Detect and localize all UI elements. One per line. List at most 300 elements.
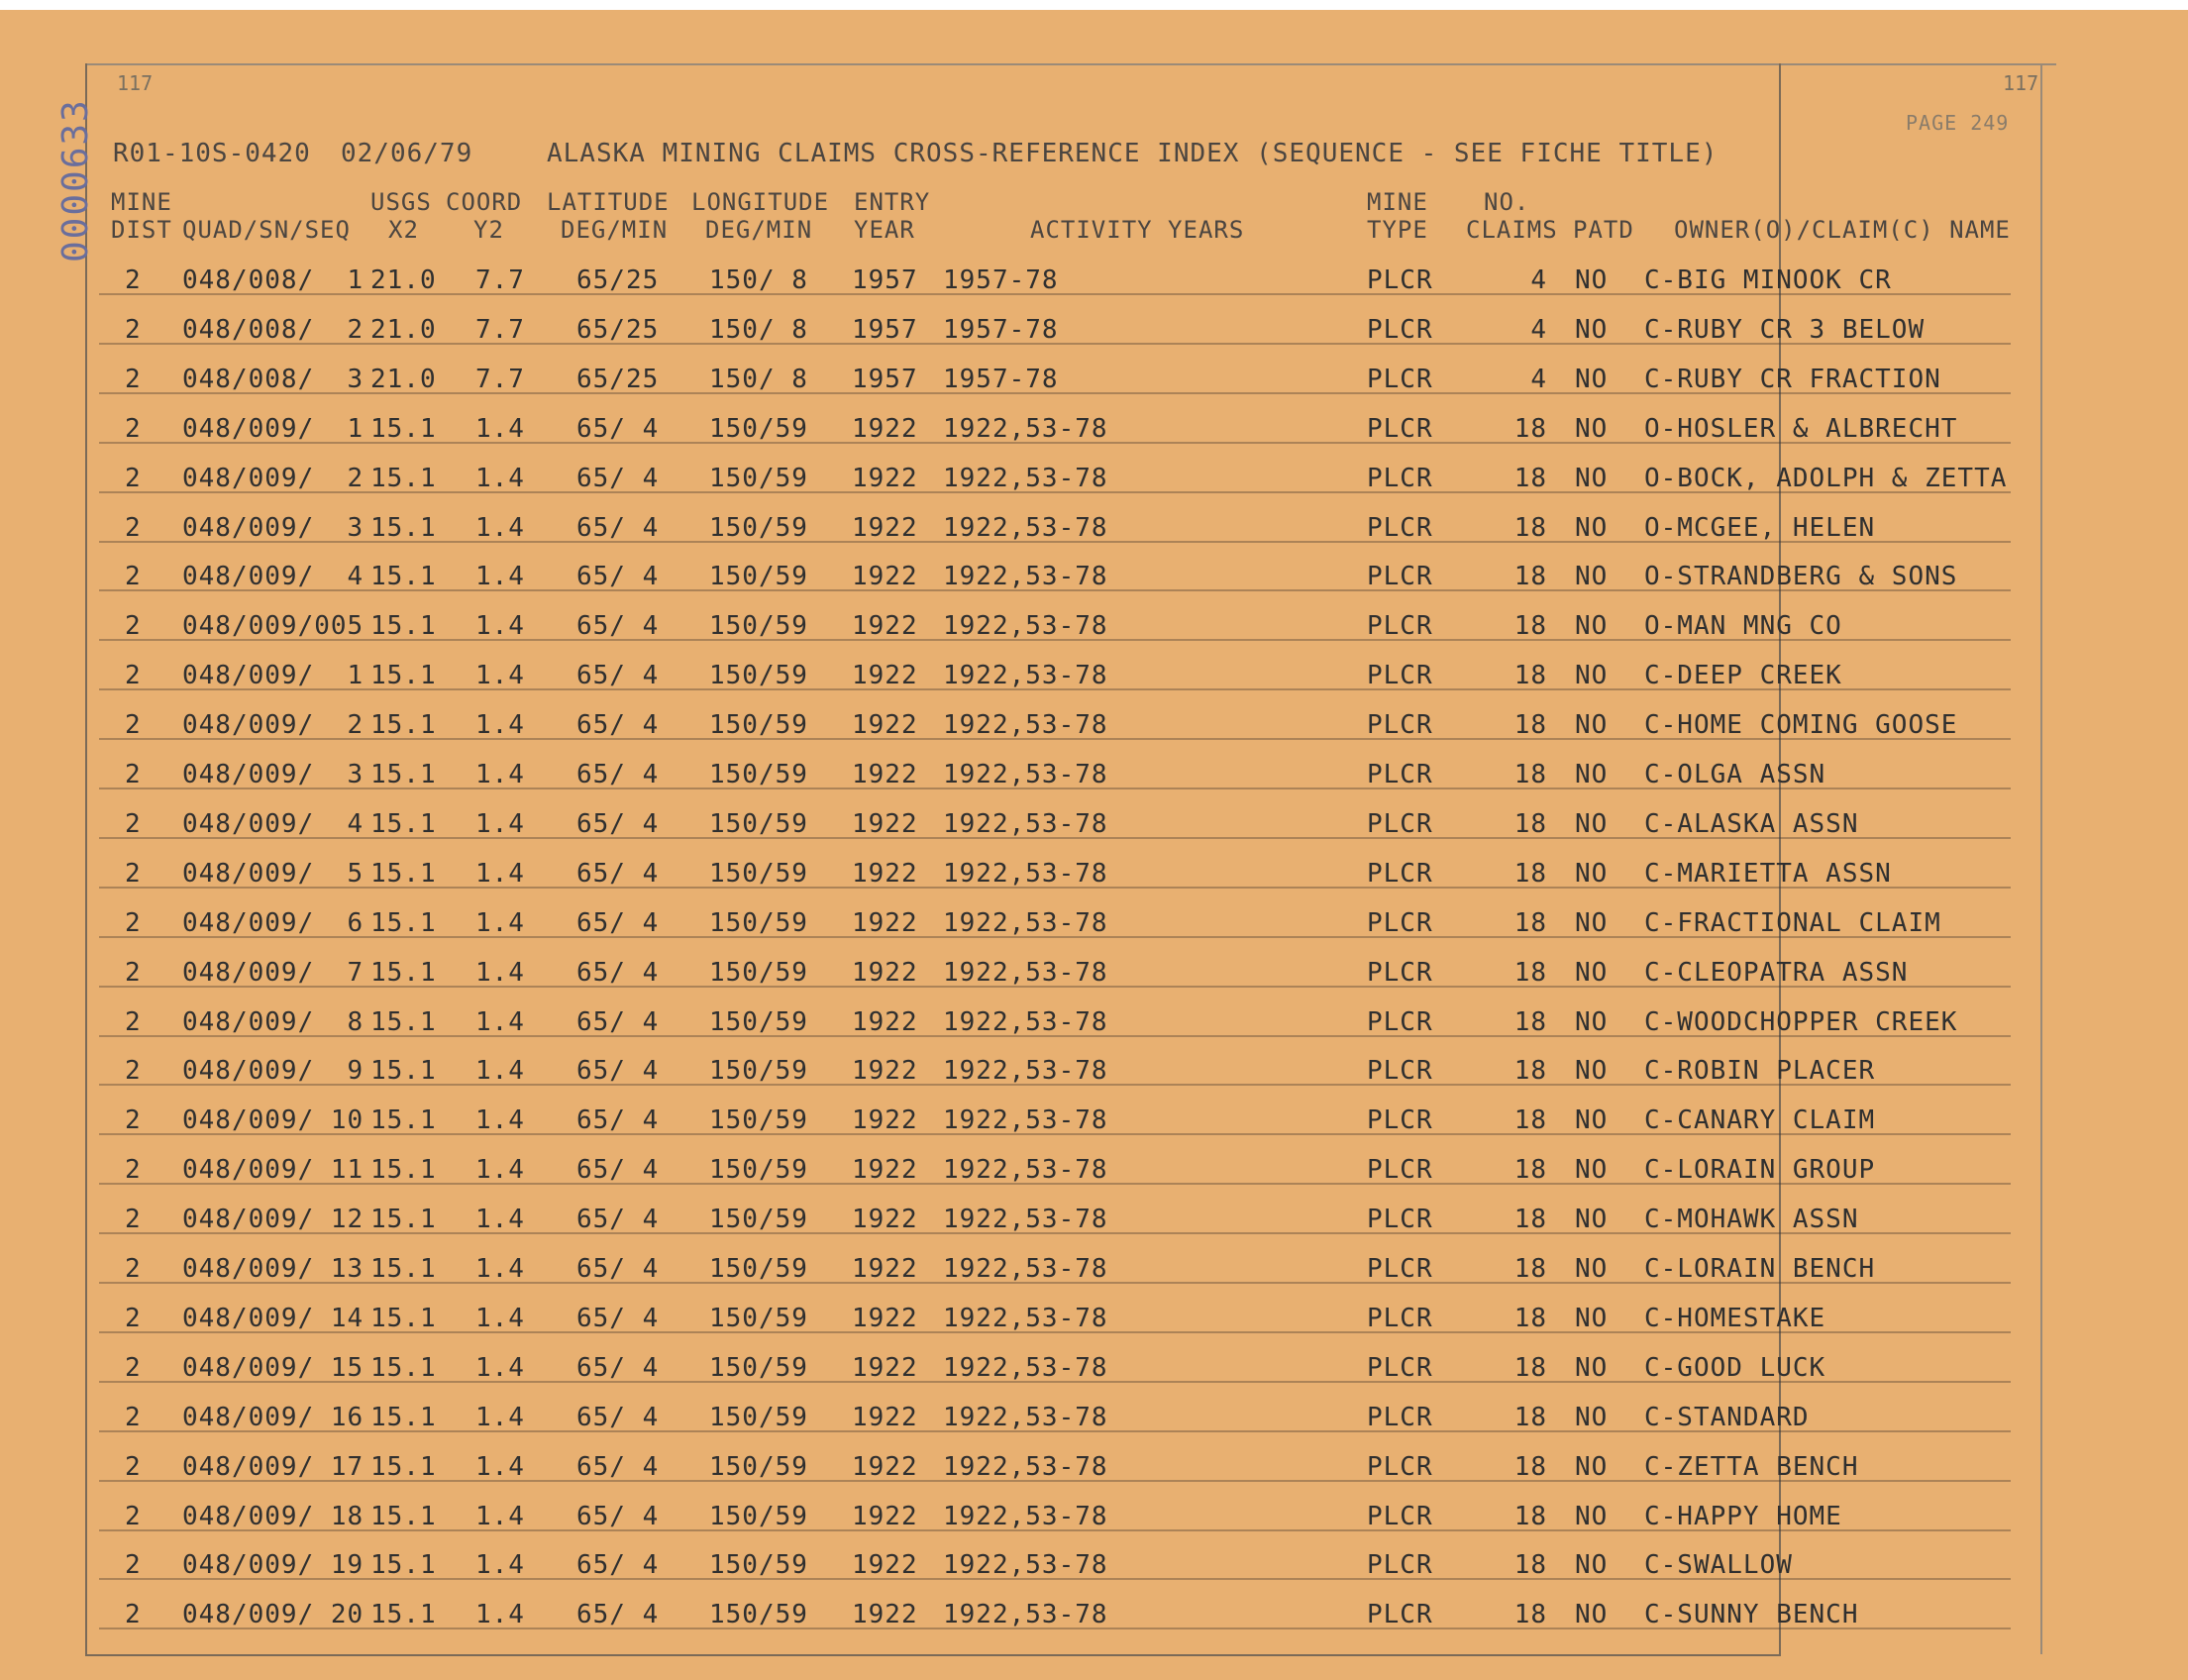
mine-dist-cell: 2	[125, 710, 142, 740]
mine-type-cell: PLCR	[1367, 513, 1433, 543]
latitude-cell: 65/ 4	[576, 414, 660, 444]
patd-cell: NO	[1575, 1254, 1609, 1284]
mine-dist-cell: 2	[125, 661, 142, 690]
mine-dist-cell: 2	[125, 809, 142, 839]
owner-claim-cell: O-STRANDBERG & SONS	[1644, 562, 1958, 591]
coord-y2-cell: 1.4	[475, 1452, 525, 1482]
latitude-cell: 65/ 4	[576, 1155, 660, 1185]
usgs-x2-cell: 15.1	[370, 760, 437, 789]
table-row	[89, 599, 2011, 649]
col-activity-years: ACTIVITY YEARS	[1030, 216, 1245, 244]
latitude-cell: 65/ 4	[576, 1600, 660, 1629]
usgs-x2-cell: 15.1	[370, 1304, 437, 1333]
longitude-cell: 150/59	[709, 1403, 808, 1432]
latitude-cell: 65/ 4	[576, 1452, 660, 1482]
latitude-cell: 65/ 4	[576, 562, 660, 591]
owner-claim-cell: C-DEEP CREEK	[1644, 661, 1842, 690]
owner-claim-cell: C-MOHAWK ASSN	[1644, 1205, 1859, 1234]
no-claims-cell: 18	[1513, 1304, 1547, 1333]
activity-years-cell: 1922,53-78	[943, 1007, 1108, 1037]
mine-type-cell: PLCR	[1367, 315, 1433, 345]
quad-seq-cell: 048/008/ 2	[182, 315, 365, 345]
usgs-x2-cell: 15.1	[370, 859, 437, 889]
patd-cell: NO	[1575, 710, 1609, 740]
table-row	[89, 452, 2011, 501]
activity-years-cell: 1922,53-78	[943, 1304, 1108, 1333]
longitude-cell: 150/59	[709, 1452, 808, 1482]
activity-years-cell: 1922,53-78	[943, 1205, 1108, 1234]
latitude-cell: 65/ 4	[576, 1550, 660, 1580]
latitude-cell: 65/ 4	[576, 1304, 660, 1333]
quad-seq-cell: 048/008/ 1	[182, 265, 365, 295]
mine-type-cell: PLCR	[1367, 611, 1433, 641]
mine-type-cell: PLCR	[1367, 1600, 1433, 1629]
col-latitude: LATITUDE DEG/MIN	[547, 188, 670, 244]
longitude-cell: 150/59	[709, 1056, 808, 1086]
coord-y2-cell: 7.7	[475, 265, 525, 295]
latitude-cell: 65/ 4	[576, 513, 660, 543]
latitude-cell: 65/ 4	[576, 1007, 660, 1037]
owner-claim-cell: C-MARIETTA ASSN	[1644, 859, 1892, 889]
quad-seq-cell: 048/009/ 3	[182, 513, 365, 543]
entry-year-cell: 1922	[852, 513, 918, 543]
patd-cell: NO	[1575, 1105, 1609, 1135]
coord-y2-cell: 1.4	[475, 562, 525, 591]
table-row	[89, 254, 2011, 303]
coord-y2-cell: 1.4	[475, 859, 525, 889]
no-claims-cell: 18	[1513, 1254, 1547, 1284]
coord-y2-cell: 1.4	[475, 1105, 525, 1135]
quad-seq-cell: 048/009/ 5	[182, 859, 365, 889]
no-claims-cell: 18	[1513, 809, 1547, 839]
patd-cell: NO	[1575, 315, 1609, 345]
patd-cell: NO	[1575, 1452, 1609, 1482]
latitude-cell: 65/ 4	[576, 958, 660, 988]
latitude-cell: 65/25	[576, 265, 660, 295]
activity-years-cell: 1922,53-78	[943, 1105, 1108, 1135]
latitude-cell: 65/ 4	[576, 661, 660, 690]
activity-years-cell: 1957-78	[943, 365, 1059, 394]
no-claims-cell: 18	[1513, 1452, 1547, 1482]
entry-year-cell: 1922	[852, 1353, 918, 1383]
longitude-cell: 150/ 8	[709, 365, 808, 394]
table-row	[89, 1143, 2011, 1193]
entry-year-cell: 1922	[852, 464, 918, 493]
longitude-cell: 150/ 8	[709, 265, 808, 295]
report-date: 02/06/79	[341, 139, 473, 168]
table-row	[89, 1490, 2011, 1539]
entry-year-cell: 1922	[852, 1056, 918, 1086]
coord-y2-cell: 1.4	[475, 1155, 525, 1185]
mine-dist-cell: 2	[125, 1304, 142, 1333]
no-claims-cell: 18	[1513, 908, 1547, 938]
table-row	[89, 698, 2011, 748]
owner-claim-cell: O-HOSLER & ALBRECHT	[1644, 414, 1958, 444]
entry-year-cell: 1922	[852, 710, 918, 740]
mine-type-cell: PLCR	[1367, 1452, 1433, 1482]
mine-type-cell: PLCR	[1367, 710, 1433, 740]
patd-cell: NO	[1575, 859, 1609, 889]
entry-year-cell: 1922	[852, 562, 918, 591]
activity-years-cell: 1922,53-78	[943, 464, 1108, 493]
activity-years-cell: 1922,53-78	[943, 1155, 1108, 1185]
quad-seq-cell: 048/009/ 17	[182, 1452, 365, 1482]
longitude-cell: 150/59	[709, 1550, 808, 1580]
latitude-cell: 65/ 4	[576, 908, 660, 938]
coord-y2-cell: 1.4	[475, 464, 525, 493]
activity-years-cell: 1922,53-78	[943, 1254, 1108, 1284]
mine-type-cell: PLCR	[1367, 464, 1433, 493]
quad-seq-cell: 048/009/ 18	[182, 1502, 365, 1531]
latitude-cell: 65/ 4	[576, 464, 660, 493]
entry-year-cell: 1922	[852, 1600, 918, 1629]
activity-years-cell: 1922,53-78	[943, 513, 1108, 543]
latitude-cell: 65/ 4	[576, 1502, 660, 1531]
patd-cell: NO	[1575, 464, 1609, 493]
no-claims-cell: 18	[1513, 1353, 1547, 1383]
patd-cell: NO	[1575, 562, 1609, 591]
coord-y2-cell: 1.4	[475, 1304, 525, 1333]
mine-type-cell: PLCR	[1367, 760, 1433, 789]
patd-cell: NO	[1575, 958, 1609, 988]
entry-year-cell: 1922	[852, 1254, 918, 1284]
owner-claim-cell: C-STANDARD	[1644, 1403, 1810, 1432]
right-rule	[2040, 63, 2042, 1654]
coord-y2-cell: 1.4	[475, 760, 525, 789]
usgs-x2-cell: 21.0	[370, 365, 437, 394]
mine-type-cell: PLCR	[1367, 1353, 1433, 1383]
latitude-cell: 65/ 4	[576, 1205, 660, 1234]
no-claims-cell: 18	[1513, 1550, 1547, 1580]
no-claims-cell: 18	[1513, 1155, 1547, 1185]
no-claims-cell: 18	[1513, 611, 1547, 641]
mine-dist-cell: 2	[125, 1550, 142, 1580]
longitude-cell: 150/59	[709, 1105, 808, 1135]
owner-claim-cell: C-FRACTIONAL CLAIM	[1644, 908, 1941, 938]
usgs-x2-cell: 15.1	[370, 414, 437, 444]
table-row	[89, 402, 2011, 452]
coord-y2-cell: 1.4	[475, 1502, 525, 1531]
table-row	[89, 1440, 2011, 1490]
coord-y2-cell: 1.4	[475, 414, 525, 444]
patd-cell: NO	[1575, 1600, 1609, 1629]
activity-years-cell: 1922,53-78	[943, 1403, 1108, 1432]
col-coord-y2: COORD Y2	[446, 188, 523, 244]
activity-years-cell: 1922,53-78	[943, 611, 1108, 641]
activity-years-cell: 1922,53-78	[943, 562, 1108, 591]
quad-seq-cell: 048/008/ 3	[182, 365, 365, 394]
usgs-x2-cell: 15.1	[370, 661, 437, 690]
usgs-x2-cell: 15.1	[370, 1353, 437, 1383]
no-claims-cell: 18	[1513, 1007, 1547, 1037]
activity-years-cell: 1922,53-78	[943, 908, 1108, 938]
coord-y2-cell: 1.4	[475, 1403, 525, 1432]
patd-cell: NO	[1575, 1502, 1609, 1531]
no-claims-cell: 18	[1513, 760, 1547, 789]
usgs-x2-cell: 15.1	[370, 1205, 437, 1234]
entry-year-cell: 1922	[852, 859, 918, 889]
owner-claim-cell: C-ZETTA BENCH	[1644, 1452, 1859, 1482]
owner-claim-cell: C-HOME COMING GOOSE	[1644, 710, 1958, 740]
corner-number-right: 117	[2003, 71, 2039, 95]
mine-type-cell: PLCR	[1367, 908, 1433, 938]
activity-years-cell: 1922,53-78	[943, 661, 1108, 690]
longitude-cell: 150/ 8	[709, 315, 808, 345]
mine-dist-cell: 2	[125, 1155, 142, 1185]
page-number: PAGE 249	[1906, 111, 2010, 135]
usgs-x2-cell: 15.1	[370, 710, 437, 740]
table-row	[89, 353, 2011, 402]
mine-dist-cell: 2	[125, 1600, 142, 1629]
col-quad: QUAD/SN/SEQ	[182, 216, 351, 244]
activity-years-cell: 1957-78	[943, 265, 1059, 295]
mine-dist-cell: 2	[125, 265, 142, 295]
usgs-x2-cell: 15.1	[370, 809, 437, 839]
usgs-x2-cell: 21.0	[370, 315, 437, 345]
quad-seq-cell: 048/009/ 11	[182, 1155, 365, 1185]
owner-claim-cell: C-SWALLOW	[1644, 1550, 1793, 1580]
activity-years-cell: 1922,53-78	[943, 760, 1108, 789]
quad-seq-cell: 048/009/ 15	[182, 1353, 365, 1383]
entry-year-cell: 1922	[852, 1007, 918, 1037]
coord-y2-cell: 1.4	[475, 513, 525, 543]
owner-claim-cell: C-RUBY CR FRACTION	[1644, 365, 1941, 394]
patd-cell: NO	[1575, 1304, 1609, 1333]
entry-year-cell: 1922	[852, 1502, 918, 1531]
table-row	[89, 649, 2011, 698]
no-claims-cell: 18	[1513, 513, 1547, 543]
usgs-x2-cell: 15.1	[370, 1403, 437, 1432]
usgs-x2-cell: 15.1	[370, 958, 437, 988]
quad-seq-cell: 048/009/ 16	[182, 1403, 365, 1432]
coord-y2-cell: 1.4	[475, 958, 525, 988]
patd-cell: NO	[1575, 661, 1609, 690]
longitude-cell: 150/59	[709, 414, 808, 444]
table-row	[89, 847, 2011, 896]
entry-year-cell: 1922	[852, 760, 918, 789]
corner-number-left: 117	[117, 71, 154, 95]
no-claims-cell: 18	[1513, 414, 1547, 444]
mine-type-cell: PLCR	[1367, 365, 1433, 394]
entry-year-cell: 1922	[852, 661, 918, 690]
entry-year-cell: 1922	[852, 1550, 918, 1580]
latitude-cell: 65/ 4	[576, 1105, 660, 1135]
no-claims-cell: 18	[1513, 1600, 1547, 1629]
owner-claim-cell: C-ALASKA ASSN	[1644, 809, 1859, 839]
activity-years-cell: 1922,53-78	[943, 809, 1108, 839]
entry-year-cell: 1922	[852, 414, 918, 444]
entry-year-cell: 1922	[852, 1304, 918, 1333]
patd-cell: NO	[1575, 365, 1609, 394]
usgs-x2-cell: 15.1	[370, 1550, 437, 1580]
no-claims-cell: 18	[1513, 1105, 1547, 1135]
mine-dist-cell: 2	[125, 859, 142, 889]
usgs-x2-cell: 15.1	[370, 1600, 437, 1629]
longitude-cell: 150/59	[709, 760, 808, 789]
latitude-cell: 65/ 4	[576, 809, 660, 839]
quad-seq-cell: 048/009/ 10	[182, 1105, 365, 1135]
activity-years-cell: 1922,53-78	[943, 958, 1108, 988]
owner-claim-cell: O-BOCK, ADOLPH & ZETTA	[1644, 464, 2008, 493]
patd-cell: NO	[1575, 1056, 1609, 1086]
mine-type-cell: PLCR	[1367, 1254, 1433, 1284]
mine-dist-cell: 2	[125, 513, 142, 543]
quad-seq-cell: 048/009/ 9	[182, 1056, 365, 1086]
mine-type-cell: PLCR	[1367, 859, 1433, 889]
entry-year-cell: 1922	[852, 1205, 918, 1234]
usgs-x2-cell: 15.1	[370, 611, 437, 641]
owner-claim-cell: C-HAPPY HOME	[1644, 1502, 1842, 1531]
activity-years-cell: 1922,53-78	[943, 1056, 1108, 1086]
fiche-number-stamp: 0000633	[55, 98, 96, 262]
usgs-x2-cell: 15.1	[370, 562, 437, 591]
longitude-cell: 150/59	[709, 1502, 808, 1531]
no-claims-cell: 18	[1513, 958, 1547, 988]
table-row	[89, 1588, 2011, 1637]
patd-cell: NO	[1575, 1550, 1609, 1580]
mine-dist-cell: 2	[125, 562, 142, 591]
quad-seq-cell: 048/009/ 1	[182, 661, 365, 690]
table-row	[89, 946, 2011, 996]
patd-cell: NO	[1575, 908, 1609, 938]
no-claims-cell: 18	[1513, 464, 1547, 493]
mine-dist-cell: 2	[125, 1502, 142, 1531]
owner-claim-cell: C-WOODCHOPPER CREEK	[1644, 1007, 1958, 1037]
mine-type-cell: PLCR	[1367, 1205, 1433, 1234]
table-row	[89, 1538, 2011, 1588]
no-claims-cell: 18	[1513, 661, 1547, 690]
latitude-cell: 65/ 4	[576, 760, 660, 789]
usgs-x2-cell: 15.1	[370, 1452, 437, 1482]
coord-y2-cell: 1.4	[475, 1600, 525, 1629]
quad-seq-cell: 048/009/ 2	[182, 464, 365, 493]
mine-dist-cell: 2	[125, 908, 142, 938]
coord-y2-cell: 7.7	[475, 365, 525, 394]
activity-years-cell: 1922,53-78	[943, 1550, 1108, 1580]
table-row	[89, 1193, 2011, 1242]
longitude-cell: 150/59	[709, 710, 808, 740]
mine-dist-cell: 2	[125, 1205, 142, 1234]
no-claims-cell: 4	[1530, 265, 1547, 295]
table-row	[89, 1242, 2011, 1292]
mine-type-cell: PLCR	[1367, 1007, 1433, 1037]
patd-cell: NO	[1575, 414, 1609, 444]
coord-y2-cell: 1.4	[475, 1056, 525, 1086]
activity-years-cell: 1922,53-78	[943, 1600, 1108, 1629]
coord-y2-cell: 1.4	[475, 1353, 525, 1383]
coord-y2-cell: 1.4	[475, 1007, 525, 1037]
entry-year-cell: 1957	[852, 315, 918, 345]
quad-seq-cell: 048/009/ 20	[182, 1600, 365, 1629]
coord-y2-cell: 1.4	[475, 1254, 525, 1284]
entry-year-cell: 1957	[852, 265, 918, 295]
col-mine-type: MINE TYPE	[1367, 188, 1428, 244]
entry-year-cell: 1922	[852, 908, 918, 938]
mine-type-cell: PLCR	[1367, 562, 1433, 591]
no-claims-cell: 18	[1513, 1205, 1547, 1234]
owner-claim-cell: C-HOMESTAKE	[1644, 1304, 1826, 1333]
activity-years-cell: 1922,53-78	[943, 1353, 1108, 1383]
report-id: R01-10S-0420	[113, 139, 311, 168]
activity-years-cell: 1922,53-78	[943, 859, 1108, 889]
entry-year-cell: 1922	[852, 1105, 918, 1135]
coord-y2-cell: 1.4	[475, 710, 525, 740]
usgs-x2-cell: 15.1	[370, 513, 437, 543]
activity-years-cell: 1922,53-78	[943, 1452, 1108, 1482]
longitude-cell: 150/59	[709, 1007, 808, 1037]
entry-year-cell: 1922	[852, 1452, 918, 1482]
entry-year-cell: 1922	[852, 809, 918, 839]
latitude-cell: 65/ 4	[576, 1254, 660, 1284]
longitude-cell: 150/59	[709, 908, 808, 938]
table-row	[89, 896, 2011, 946]
patd-cell: NO	[1575, 265, 1609, 295]
quad-seq-cell: 048/009/ 6	[182, 908, 365, 938]
owner-claim-cell: C-CLEOPATRA ASSN	[1644, 958, 1909, 988]
mine-dist-cell: 2	[125, 611, 142, 641]
mine-dist-cell: 2	[125, 1452, 142, 1482]
coord-y2-cell: 7.7	[475, 315, 525, 345]
mine-dist-cell: 2	[125, 365, 142, 394]
usgs-x2-cell: 15.1	[370, 1254, 437, 1284]
owner-claim-cell: C-OLGA ASSN	[1644, 760, 1826, 789]
table-row	[89, 1292, 2011, 1341]
usgs-x2-cell: 15.1	[370, 1502, 437, 1531]
mine-type-cell: PLCR	[1367, 1155, 1433, 1185]
patd-cell: NO	[1575, 1353, 1609, 1383]
longitude-cell: 150/59	[709, 809, 808, 839]
quad-seq-cell: 048/009/ 3	[182, 760, 365, 789]
quad-seq-cell: 048/009/ 7	[182, 958, 365, 988]
quad-seq-cell: 048/009/ 2	[182, 710, 365, 740]
owner-claim-cell: C-LORAIN BENCH	[1644, 1254, 1876, 1284]
table-row	[89, 996, 2011, 1045]
latitude-cell: 65/ 4	[576, 1056, 660, 1086]
table-row	[89, 303, 2011, 353]
owner-claim-cell: C-BIG MINOOK CR	[1644, 265, 1892, 295]
owner-claim-cell: C-ROBIN PLACER	[1644, 1056, 1876, 1086]
coord-y2-cell: 1.4	[475, 661, 525, 690]
patd-cell: NO	[1575, 809, 1609, 839]
no-claims-cell: 18	[1513, 710, 1547, 740]
mine-type-cell: PLCR	[1367, 1056, 1433, 1086]
longitude-cell: 150/59	[709, 464, 808, 493]
no-claims-cell: 18	[1513, 1403, 1547, 1432]
report-title: ALASKA MINING CLAIMS CROSS-REFERENCE INDEX (SEQUENCE - SEE FICHE TITLE)	[547, 139, 1719, 168]
longitude-cell: 150/59	[709, 611, 808, 641]
owner-claim-cell: C-CANARY CLAIM	[1644, 1105, 1876, 1135]
col-mine-dist: MINE DIST	[111, 188, 172, 244]
patd-cell: NO	[1575, 1403, 1609, 1432]
latitude-cell: 65/ 4	[576, 1403, 660, 1432]
mine-type-cell: PLCR	[1367, 1105, 1433, 1135]
coord-y2-cell: 1.4	[475, 611, 525, 641]
usgs-x2-cell: 15.1	[370, 1056, 437, 1086]
mine-dist-cell: 2	[125, 1007, 142, 1037]
mine-type-cell: PLCR	[1367, 809, 1433, 839]
activity-years-cell: 1922,53-78	[943, 1502, 1108, 1531]
mine-type-cell: PLCR	[1367, 414, 1433, 444]
longitude-cell: 150/59	[709, 958, 808, 988]
table-row	[89, 797, 2011, 847]
mine-dist-cell: 2	[125, 464, 142, 493]
mine-type-cell: PLCR	[1367, 1502, 1433, 1531]
entry-year-cell: 1922	[852, 1403, 918, 1432]
mine-type-cell: PLCR	[1367, 1304, 1433, 1333]
mine-dist-cell: 2	[125, 1105, 142, 1135]
patd-cell: NO	[1575, 760, 1609, 789]
quad-seq-cell: 048/009/ 8	[182, 1007, 365, 1037]
